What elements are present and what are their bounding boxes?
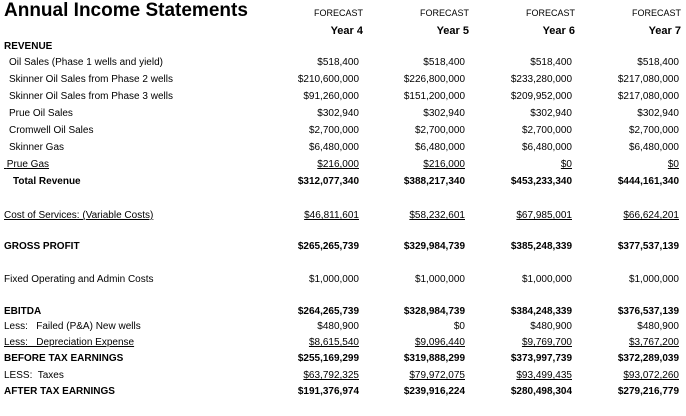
row-label: BEFORE TAX EARNINGS <box>4 353 124 364</box>
cell-value: $279,216,779 <box>617 386 679 397</box>
column-header: FORECAST <box>313 8 363 18</box>
cell-value: $209,952,000 <box>510 91 572 102</box>
cell-value: $302,940 <box>423 108 465 119</box>
table-row <box>0 386 686 402</box>
cell-value: $0 <box>560 159 572 170</box>
row-label: Oil Sales (Phase 1 wells and yield) <box>9 57 163 68</box>
cell-value: $329,984,739 <box>403 241 465 252</box>
cell-value: $63,792,325 <box>303 370 359 381</box>
cell-value: $480,900 <box>317 321 359 332</box>
row-label: Less: Depreciation Expense <box>4 337 135 348</box>
table-row <box>0 125 686 141</box>
cell-value: $302,940 <box>317 108 359 119</box>
table-row <box>0 176 686 192</box>
table-row <box>0 337 686 353</box>
cell-value: $6,480,000 <box>628 142 679 153</box>
cell-value: $66,624,201 <box>623 210 679 221</box>
table-row <box>0 353 686 369</box>
cell-value: $0 <box>667 159 679 170</box>
cell-value: $9,096,440 <box>414 337 465 348</box>
column-header: FORECAST <box>631 8 681 18</box>
column-year: Year 6 <box>542 25 575 37</box>
row-label <box>4 159 49 170</box>
table-row <box>0 241 686 257</box>
table-row <box>0 370 686 386</box>
cell-value: $3,767,200 <box>628 337 679 348</box>
table-row <box>0 74 686 90</box>
cell-value: $480,900 <box>637 321 679 332</box>
cell-value: $2,700,000 <box>414 125 465 136</box>
cell-value: $8,615,540 <box>308 337 359 348</box>
cell-value: $46,811,601 <box>304 210 359 221</box>
row-label: Prue Oil Sales <box>9 108 73 119</box>
cell-value: $191,376,974 <box>297 386 359 397</box>
cell-value: $239,916,224 <box>403 386 465 397</box>
cell-value: $67,985,001 <box>516 210 572 221</box>
cell-value: $312,077,340 <box>297 176 359 187</box>
cell-value: $372,289,039 <box>617 353 679 364</box>
column-header: FORECAST <box>525 8 575 18</box>
row-label: EBITDA <box>4 306 42 317</box>
cell-value: $319,888,299 <box>403 353 465 364</box>
cell-value: $1,000,000 <box>628 274 679 285</box>
row-label: Cost of Services: (Variable Costs) <box>4 210 154 221</box>
cell-value: $216,000 <box>423 159 465 170</box>
cell-value: $388,217,340 <box>403 176 465 187</box>
cell-value: $93,072,260 <box>623 370 679 381</box>
cell-value: $151,200,000 <box>403 91 465 102</box>
cell-value: $302,940 <box>637 108 679 119</box>
table-row <box>0 274 686 290</box>
cell-value: $6,480,000 <box>414 142 465 153</box>
cell-value: $217,080,000 <box>617 91 679 102</box>
cell-value: $376,537,139 <box>617 306 679 317</box>
cell-value: $1,000,000 <box>521 274 572 285</box>
row-label: Cromwell Oil Sales <box>9 125 94 136</box>
cell-value: $6,480,000 <box>521 142 572 153</box>
cell-value: $6,480,000 <box>308 142 359 153</box>
cell-value: $217,080,000 <box>617 74 679 85</box>
column-year: Year 5 <box>436 25 469 37</box>
cell-value: $265,265,739 <box>297 241 359 252</box>
cell-value: $93,499,435 <box>516 370 572 381</box>
row-label: Skinner Gas <box>9 142 65 153</box>
section-label-revenue: REVENUE <box>4 41 53 52</box>
row-label: Skinner Oil Sales from Phase 2 wells <box>9 74 173 85</box>
table-row <box>0 321 686 337</box>
cell-value: $377,537,139 <box>617 241 679 252</box>
column-year: Year 7 <box>648 25 681 37</box>
cell-value: $79,972,075 <box>409 370 465 381</box>
cell-value: $444,161,340 <box>617 176 679 187</box>
cell-value: $255,169,299 <box>297 353 359 364</box>
table-row <box>0 306 686 322</box>
row-label: Skinner Oil Sales from Phase 3 wells <box>9 91 173 102</box>
cell-value: $302,940 <box>530 108 572 119</box>
cell-value: $518,400 <box>317 57 359 68</box>
table-row <box>0 142 686 158</box>
cell-value: $226,800,000 <box>403 74 465 85</box>
cell-value: $384,248,339 <box>510 306 572 317</box>
page-title: Annual Income Statements <box>4 0 248 21</box>
table-row <box>0 159 686 175</box>
cell-value: $480,900 <box>530 321 572 332</box>
row-label: LESS: Taxes <box>4 370 64 381</box>
cell-value: $280,498,304 <box>510 386 572 397</box>
cell-value: $518,400 <box>637 57 679 68</box>
table-row <box>0 210 686 226</box>
table-row <box>0 91 686 107</box>
row-label: Fixed Operating and Admin Costs <box>4 274 154 285</box>
table-row <box>0 57 686 73</box>
cell-value: $2,700,000 <box>521 125 572 136</box>
cell-value: $216,000 <box>317 159 359 170</box>
cell-value: $453,233,340 <box>510 176 572 187</box>
row-label: AFTER TAX EARNINGS <box>4 386 115 397</box>
cell-value: $373,997,739 <box>510 353 572 364</box>
cell-value: $264,265,739 <box>297 306 359 317</box>
column-header: FORECAST <box>419 8 469 18</box>
cell-value: $91,260,000 <box>303 91 359 102</box>
column-year: Year 4 <box>330 25 363 37</box>
table-row <box>0 108 686 124</box>
cell-value: $9,769,700 <box>521 337 572 348</box>
row-label-text: Prue Gas <box>6 159 50 170</box>
cell-value: $2,700,000 <box>308 125 359 136</box>
cell-value: $328,984,739 <box>403 306 465 317</box>
cell-value: $518,400 <box>530 57 572 68</box>
table-row <box>0 41 686 57</box>
row-label: Total Revenue <box>13 176 81 187</box>
cell-value: $233,280,000 <box>510 74 572 85</box>
cell-value: $2,700,000 <box>628 125 679 136</box>
cell-value: $1,000,000 <box>308 274 359 285</box>
cell-value: $0 <box>453 321 465 332</box>
cell-value: $210,600,000 <box>297 74 359 85</box>
cell-value: $385,248,339 <box>510 241 572 252</box>
cell-value: $58,232,601 <box>409 210 465 221</box>
row-label: Less: Failed (P&A) New wells <box>4 321 141 332</box>
cell-value: $1,000,000 <box>414 274 465 285</box>
row-label: GROSS PROFIT <box>4 241 80 252</box>
cell-value: $518,400 <box>423 57 465 68</box>
